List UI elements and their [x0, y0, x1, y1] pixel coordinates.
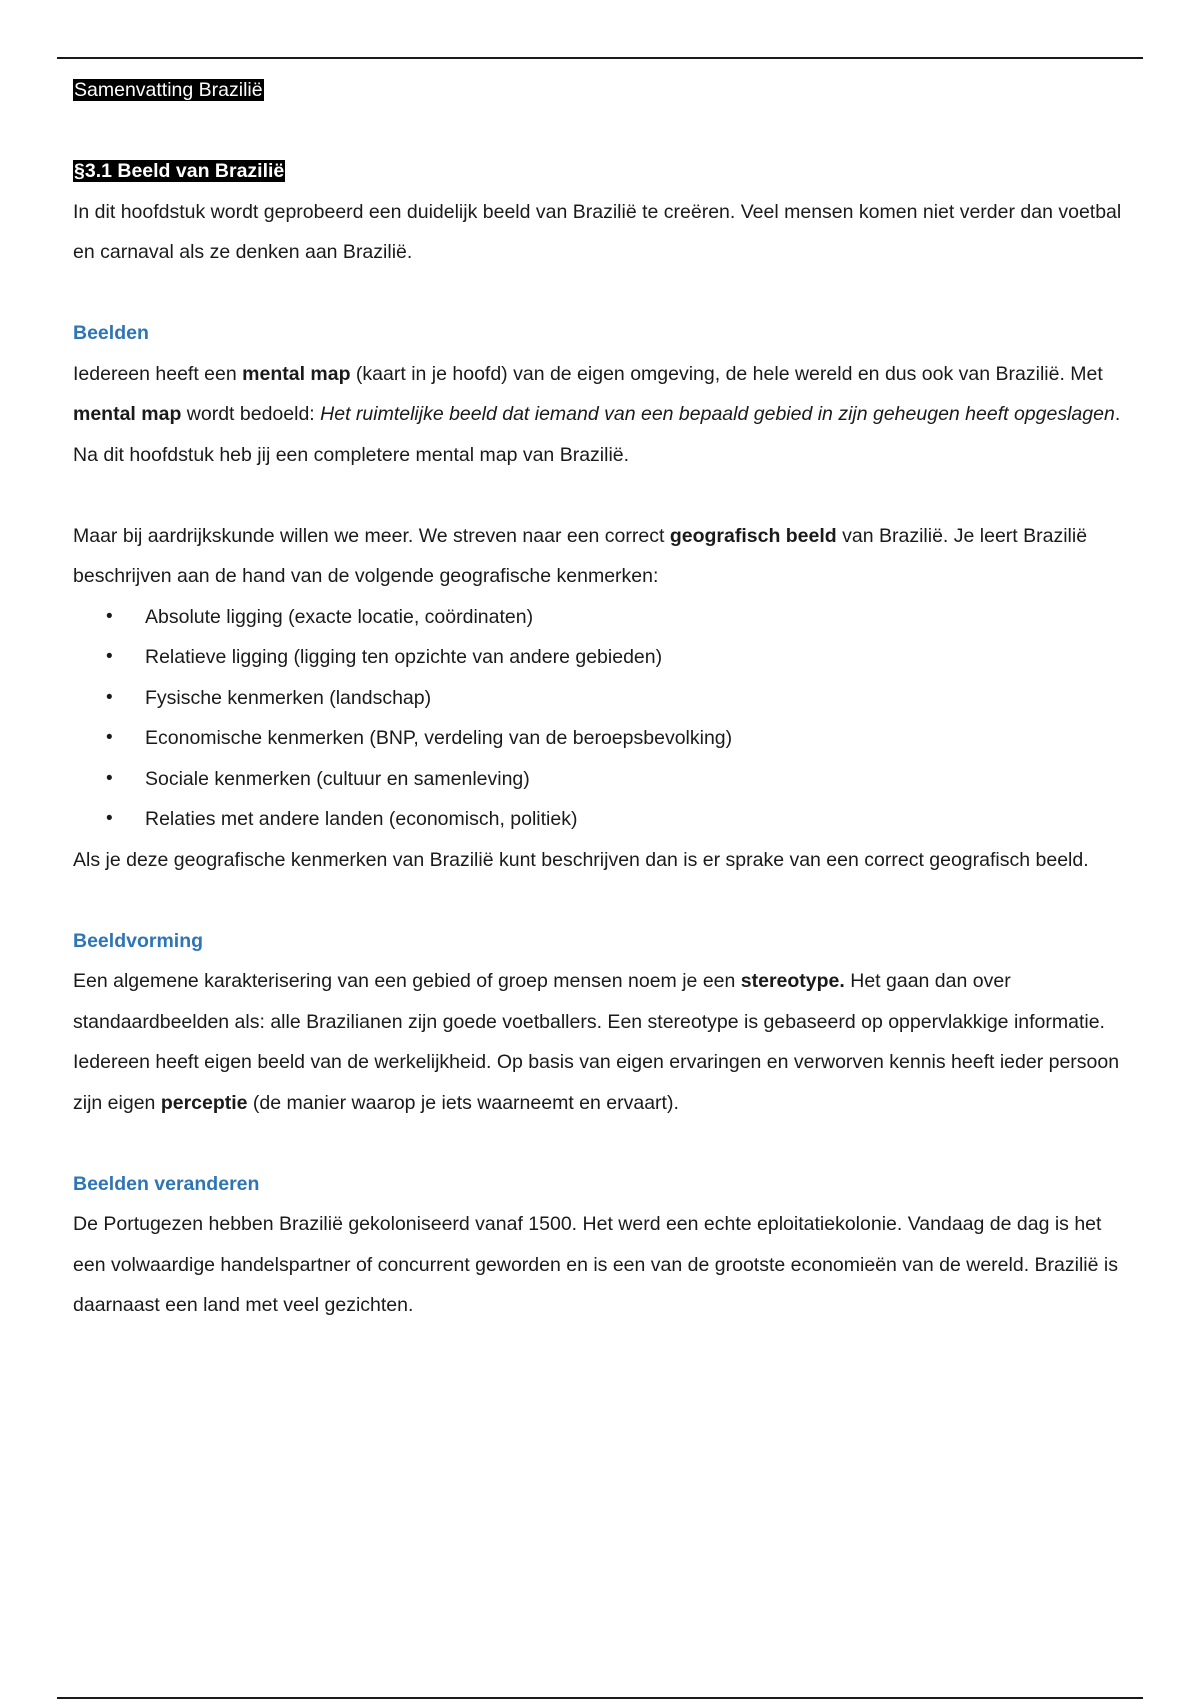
list-item-text: Sociale kenmerken (cultuur en samenleving)	[145, 767, 530, 790]
spacer	[73, 273, 1133, 314]
list-item	[73, 718, 1133, 759]
term-stereotype: stereotype.	[740, 970, 845, 992]
spacer	[73, 111, 1133, 152]
definition-mental-map: Het ruimtelijke beeld dat iemand van een bepaald gebied in zijn geheugen heeft opgeslagen	[320, 403, 1115, 425]
text-run: (de manier waarop je iets waarneemt en ervaart).	[247, 1091, 679, 1114]
list-item	[73, 637, 1133, 678]
list-item-text: Absolute ligging (exacte locatie, coördinaten)	[145, 605, 534, 628]
term-mental-map: mental map	[73, 403, 182, 425]
bullet-icon: •	[106, 686, 113, 708]
beelden-veranderen-paragraph: De Portugezen hebben Brazilië gekoloniseerd vanaf 1500. Het werd een echte eploitatiekolonie. Vandaag de dag is het een volwaardige handelspartner of concurrent geworden en is een van de grootste economieën van de wereld. Brazilië is daarnaast een land met veel gezichten.	[73, 1213, 1118, 1316]
spacer	[73, 475, 1133, 516]
text-run: . Na dit hoofdstuk heb jij een completere mental map van Brazilië.	[73, 403, 1121, 466]
section-title-line	[73, 151, 1133, 192]
top-rule	[57, 57, 1143, 59]
bullet-icon: •	[106, 808, 113, 829]
mental-map-paragraph	[73, 354, 1133, 476]
spacer	[73, 1123, 1133, 1164]
text-run: (kaart in je hoofd) van de eigen omgeving, de hele wereld en dus ook van Brazilië. Met	[350, 362, 1103, 385]
list-item-text: Fysische kenmerken (landschap)	[145, 686, 432, 709]
bullet-icon: •	[106, 646, 113, 667]
document-title-line	[73, 70, 1133, 111]
section-title: §3.1 Beeld van Brazilië	[74, 160, 285, 182]
heading-beeldvorming: Beeldvorming	[73, 929, 204, 952]
text-run: wordt bedoeld:	[181, 403, 321, 425]
document-body	[73, 70, 1133, 1326]
term-geografisch-beeld: geografisch beeld	[669, 524, 837, 547]
list-item	[73, 799, 1133, 840]
term-perceptie: perceptie	[160, 1091, 248, 1114]
bullet-icon: •	[106, 727, 113, 748]
text-run: Een algemene karakterisering van een gebied of groep mensen noem je een	[73, 970, 741, 992]
kenmerken-list	[73, 597, 1133, 840]
text-run: Het gaan dan over standaardbeelden als: alle Brazilianen zijn goede voetballers. Een stereotype is gebaseerd op oppervlakkige informatie.	[73, 970, 1105, 1033]
bullet-icon: •	[106, 605, 113, 627]
document-title: Samenvatting Brazilië	[74, 79, 263, 101]
list-item	[73, 678, 1133, 719]
text-run: Iedereen heeft eigen beeld van de werkelijkheid. Op basis van eigen ervaringen en verworven kennis heeft ieder persoon zijn eigen	[73, 1051, 1120, 1114]
heading-beelden-veranderen: Beelden veranderen	[73, 1172, 260, 1195]
bullet-icon: •	[106, 767, 113, 789]
list-item	[73, 597, 1133, 638]
bottom-rule	[57, 1697, 1143, 1699]
list-item	[73, 759, 1133, 800]
list-item-text: Relatieve ligging (ligging ten opzichte van andere gebieden)	[145, 646, 663, 668]
perceptie-paragraph	[73, 1042, 1133, 1123]
list-item-text: Relaties met andere landen (economisch, politiek)	[145, 808, 578, 830]
text-run: Maar bij aardrijkskunde willen we meer. We streven naar een correct	[73, 524, 670, 547]
text-run: Iedereen heeft een	[73, 362, 243, 385]
heading-beelden: Beelden	[73, 322, 149, 344]
spacer	[73, 880, 1133, 921]
stereotype-paragraph	[73, 961, 1133, 1042]
intro-paragraph: In dit hoofdstuk wordt geprobeerd een duidelijk beeld van Brazilië te creëren. Veel mensen komen niet verder dan voetbal en carnaval als ze denken aan Brazilië.	[73, 200, 1122, 263]
term-mental-map: mental map	[242, 362, 351, 385]
list-item-text: Economische kenmerken (BNP, verdeling van de beroepsbevolking)	[145, 727, 733, 749]
geografisch-beeld-paragraph	[73, 516, 1133, 597]
text-run: van Brazilië. Je leert Brazilië beschrijven aan de hand van de volgende geografische kenmerken:	[73, 524, 1088, 587]
conclusion-paragraph: Als je deze geografische kenmerken van Brazilië kunt beschrijven dan is er sprake van een correct geografisch beeld.	[73, 848, 1089, 871]
